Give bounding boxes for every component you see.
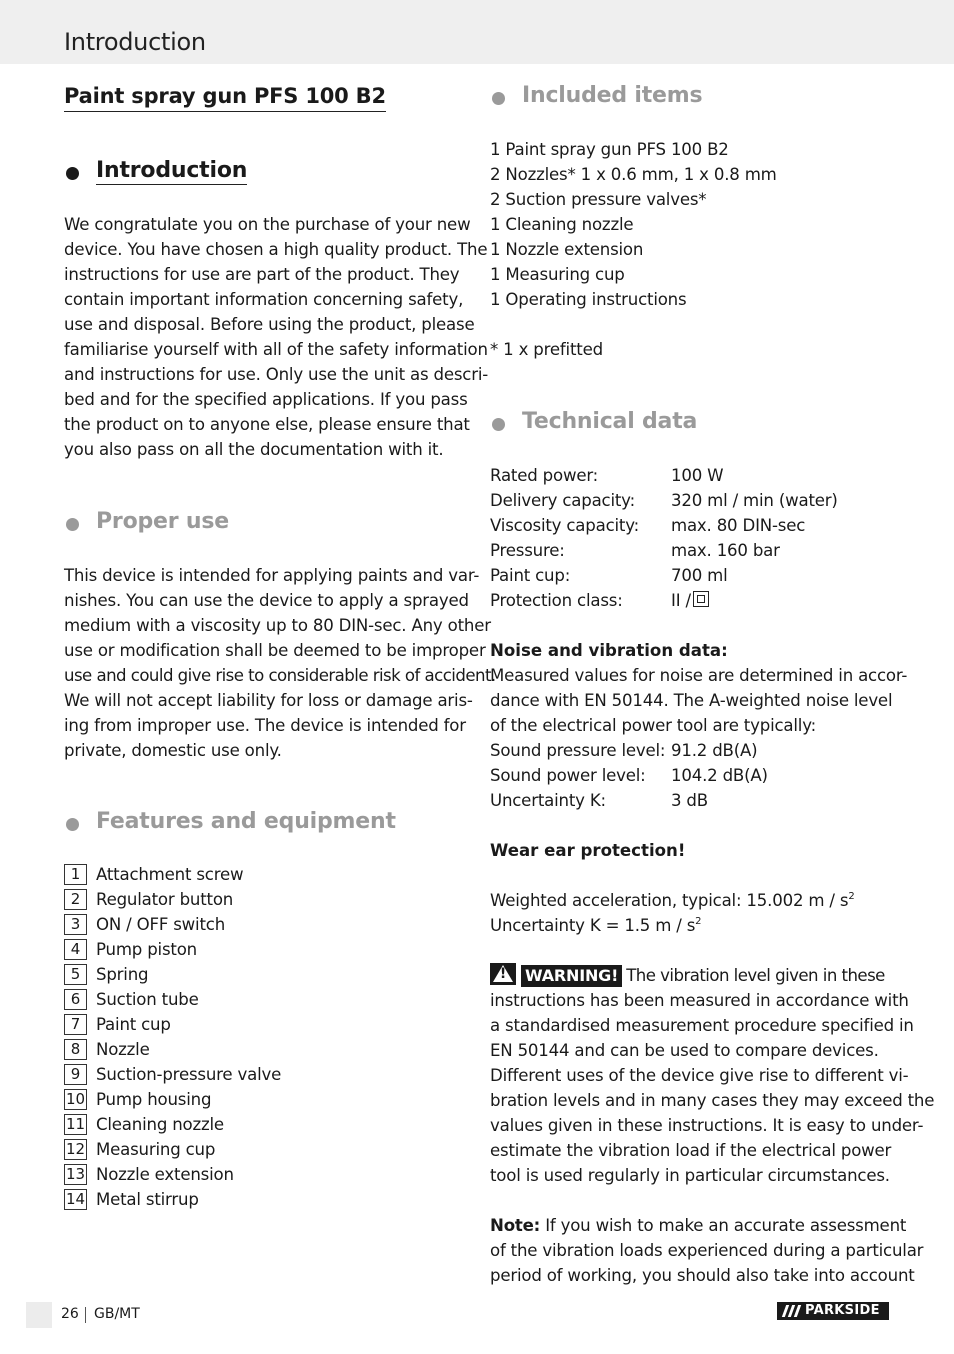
- part-number: 2: [64, 889, 87, 910]
- part-label: Paint cup: [96, 1015, 171, 1034]
- list-item: 2 Nozzles* 1 x 0.6 mm, 1 x 0.8 mm: [490, 165, 777, 184]
- intro-paragraph: We congratulate you on the purchase of your new device. You have chosen a high quality product. The instructions for use are part of the product. They contain important information concerning safety, use and disposal. Before using the product, please familiarise yourself with all of the safety information and instructions for use. Only use the unit as descri- bed and for the specified applications. If you pass the product on to anyone else, please ensure that you also pass on all the documentation with it.: [64, 215, 489, 459]
- part-label: Pump housing: [96, 1090, 212, 1109]
- part-label: Suction tube: [96, 990, 199, 1009]
- list-item: 1 Paint spray gun PFS 100 B2: [490, 140, 729, 159]
- language-code: GB/MT: [94, 1306, 140, 1322]
- footer-tab-marker: [26, 1302, 52, 1328]
- part-label: Spring: [96, 965, 149, 984]
- ear-protection-notice: Wear ear protection!: [490, 841, 686, 860]
- bullet-dot-icon: [492, 418, 505, 431]
- proper-use-paragraph: This device is intended for applying paints and var- nishes. You can use the device to apply a sprayed medium with a viscosity up to 80 DIN-sec. Any other use or modification shall be deemed to be improper use and could give rise to considerable risk of accident. We will not accept liability for loss or damage aris- ing from improper use. The device is intended for private, domestic use only.: [64, 566, 496, 760]
- part-number: 11: [65, 1115, 86, 1133]
- part-number: 14: [65, 1190, 86, 1208]
- part-number: 9: [64, 1064, 87, 1085]
- warning-block: !WARNING! The vibration level given in these instructions has been measured in accordance with a standardised measurement procedure specified in EN 50144 and can be used to compare devices. Different uses of the device give rise to different vi- bration levels and in many cases they may exceed the values given in these instructions. It is easy to under- estimate the vibration load if the electrical power tool is used regularly in particular circumstances.: [490, 963, 934, 1188]
- part-label: Regulator button: [96, 890, 234, 909]
- part-label: Cleaning nozzle: [96, 1115, 224, 1134]
- list-item: 1 Operating instructions: [490, 290, 687, 309]
- page-number: 26: [61, 1306, 79, 1322]
- part-number: 3: [64, 914, 87, 935]
- part-number: 1: [64, 864, 87, 885]
- part-number: 10: [65, 1090, 86, 1108]
- part-label: Attachment screw: [96, 865, 244, 884]
- note-label: Note:: [490, 1216, 541, 1235]
- included-items-list: [490, 137, 777, 312]
- acceleration-values: Weighted acceleration, typical: 15.002 m / $s^2$ Uncertainty K = 1.5 m / $s^2$: [490, 891, 855, 935]
- part-number: 12: [65, 1140, 86, 1158]
- warning-badge: WARNING!: [521, 965, 622, 987]
- footer-divider: [85, 1307, 86, 1323]
- part-number: 13: [65, 1165, 86, 1183]
- part-label: Measuring cup: [96, 1140, 216, 1159]
- list-item: 1 Cleaning nozzle: [490, 215, 634, 234]
- document-title: Paint spray gun PFS 100 B2: [64, 84, 386, 112]
- warning-triangle-icon: [490, 963, 516, 985]
- noise-heading: Noise and vibration data:: [490, 641, 728, 660]
- part-label: Metal stirrup: [96, 1190, 199, 1209]
- list-item: 1 Measuring cup: [490, 265, 625, 284]
- part-number: 7: [64, 1014, 87, 1035]
- part-label: Pump piston: [96, 940, 197, 959]
- part-number: 6: [64, 989, 87, 1010]
- list-item: 2 Suction pressure valves*: [490, 190, 707, 209]
- part-label: ON / OFF switch: [96, 915, 226, 934]
- noise-paragraph: Measured values for noise are determined in accor- dance with EN 50144. The A-weighted noise level of the electrical power tool are typically:: [490, 666, 908, 735]
- list-item: 1 Nozzle extension: [490, 240, 644, 259]
- part-label: Nozzle: [96, 1040, 150, 1059]
- page-header-title: Introduction: [64, 28, 206, 56]
- bullet-dot-icon: [66, 518, 79, 531]
- part-number: 8: [64, 1039, 87, 1060]
- bullet-dot-icon: [66, 167, 79, 180]
- logo-stripes-icon: [782, 1305, 800, 1317]
- part-number: 4: [64, 939, 87, 960]
- bullet-dot-icon: [492, 92, 505, 105]
- bullet-dot-icon: [66, 818, 79, 831]
- protection-class-ii-icon: [693, 591, 709, 607]
- parkside-logo: PARKSIDE: [777, 1302, 889, 1320]
- part-label: Suction-pressure valve: [96, 1065, 282, 1084]
- part-number: 5: [64, 964, 87, 985]
- included-footnote: * 1 x prefitted: [490, 340, 603, 359]
- note-block: Note: If you wish to make an accurate assessment of the vibration loads experienced during a particular period of working, you should also take into account: [490, 1216, 924, 1285]
- part-label: Nozzle extension: [96, 1165, 234, 1184]
